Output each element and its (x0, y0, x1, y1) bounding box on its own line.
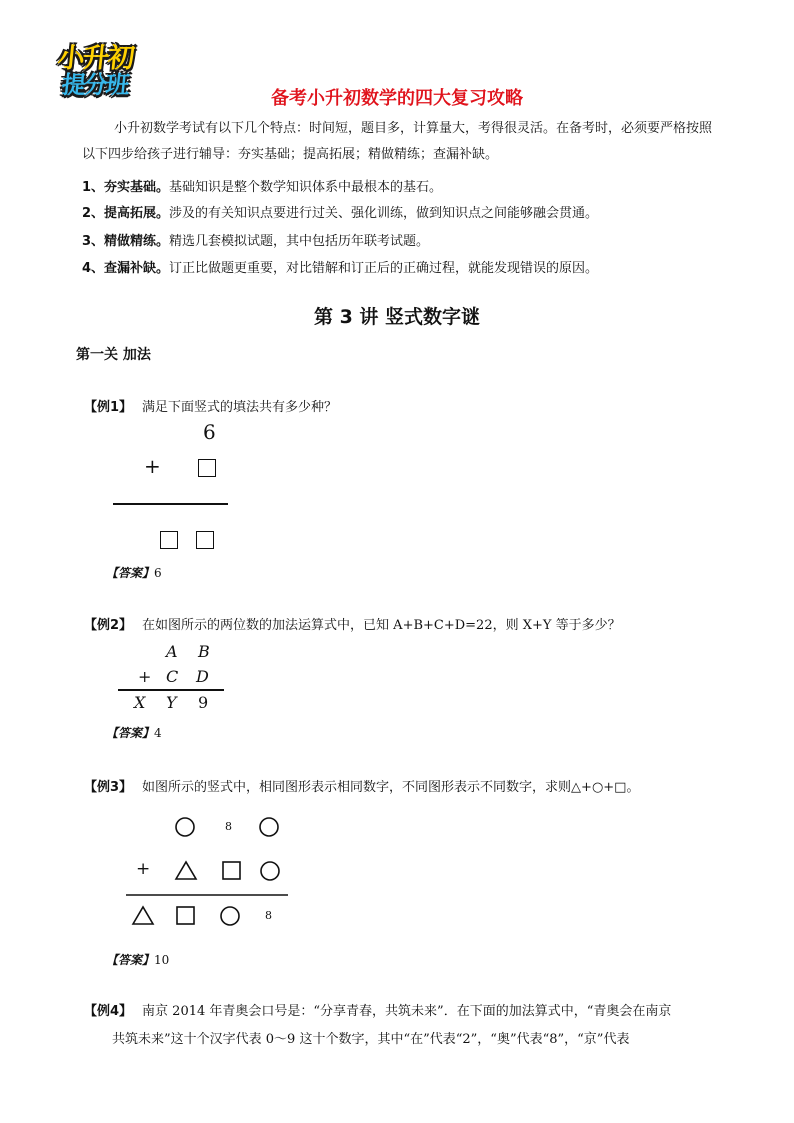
example-4-question-line-1 (84, 1000, 671, 1019)
example-1-answer (106, 564, 162, 581)
step-1-text: 基础知识是整个数学知识体系中最根本的基石。 (169, 180, 443, 195)
circle-shape (176, 818, 194, 836)
example-3-digit-8-top: 8 (225, 820, 232, 833)
example-1-question (84, 396, 337, 415)
answer-value: 10 (154, 953, 170, 967)
example-2-digit-b: B (198, 642, 210, 661)
example-2-digit-x: X (134, 693, 146, 712)
example-4-tag: 【例4】 (84, 1004, 133, 1019)
answer-value: 6 (154, 566, 162, 580)
triangle-shape (133, 907, 153, 924)
step-3-text: 精选几套模拟试题，其中包括历年联考试题。 (169, 234, 430, 249)
circle-shape (221, 907, 239, 925)
answer-tag: 【答案】 (106, 726, 155, 740)
step-3 (82, 230, 429, 249)
logo-line-2: 提分班 (60, 71, 130, 99)
example-3-question (84, 776, 639, 795)
example-2-digit-c: C (166, 667, 179, 686)
step-2-head: 2、提高拓展。 (82, 206, 170, 221)
example-3-digit-8-bottom: 8 (265, 909, 272, 922)
answer-tag: 【答案】 (106, 953, 155, 967)
step-3-head: 3、精做精练。 (82, 234, 170, 249)
example-3-tag: 【例3】 (84, 780, 133, 795)
example-2-sum-line (118, 689, 224, 691)
example-1-text: 满足下面竖式的填法共有多少种？ (142, 400, 338, 415)
example-2-digit-y: Y (166, 693, 177, 712)
example-2-digit-a: A (166, 642, 178, 661)
step-2 (82, 202, 598, 221)
lecture-title: 第 3 讲 竖式数字谜 (313, 306, 481, 328)
example-2-tag: 【例2】 (84, 618, 133, 633)
step-4 (82, 257, 598, 276)
example-3-answer (106, 951, 169, 968)
triangle-shape (176, 862, 196, 879)
example-1-blank-box (160, 531, 178, 549)
answer-value: 4 (154, 726, 162, 740)
example-2-digit-9: 9 (198, 693, 209, 712)
example-2-text: 在如图所示的两位数的加法运算式中，已知 A+B+C+D=22，则 X+Y 等于多少？ (142, 618, 621, 633)
step-4-text: 订正比做题更重要，对比错解和订正后的正确过程，就能发现错误的原因。 (169, 261, 599, 276)
example-1-plus-sign: + (144, 454, 161, 478)
intro-paragraph: 小升初数学考试有以下几个特点：时间短，题目多，计算量大，考得很灵活。在备考时，必须要严格按照以下四步给孩子进行辅导：夯实基础；提高拓展；精做精练；查漏补缺。 (82, 121, 713, 162)
step-1 (82, 176, 442, 195)
square-shape (177, 907, 194, 924)
example-2-plus-sign: + (138, 667, 152, 686)
example-3-text: 如图所示的竖式中，相同图形表示相同数字，不同图形表示不同数字，求则△+○+□。 (142, 780, 640, 795)
example-1-top-digit: 6 (203, 420, 216, 444)
example-4-text-1: 南京 2014 年青奥会口号是：“分享青春，共筑未来”．在下面的加法算式中，“青奥会在南京 (142, 1004, 672, 1019)
step-4-head: 4、查漏补缺。 (82, 261, 170, 276)
example-4-question-line-2: 共筑未来”这十个汉字代表 0～9 这十个数字，其中“在”代表“2”，“奥”代表“8”，“京”代表 (112, 1032, 630, 1047)
circle-shape (261, 862, 279, 880)
example-2-digit-d: D (196, 667, 209, 686)
step-2-text: 涉及的有关知识点要进行过关、强化训练，做到知识点之间能够融会贯通。 (169, 206, 599, 221)
example-2-answer (106, 724, 162, 741)
example-1-blank-box (196, 531, 214, 549)
step-1-head: 1、夯实基础。 (82, 180, 170, 195)
circle-shape (260, 818, 278, 836)
logo-line-1: 小升初 (56, 43, 135, 74)
page-title: 备考小升初数学的四大复习攻略 (271, 88, 523, 109)
answer-tag: 【答案】 (106, 566, 155, 580)
example-2-question (84, 614, 621, 633)
square-shape (223, 862, 240, 879)
example-1-sum-line (113, 503, 228, 505)
example-1-blank-box (198, 459, 216, 477)
example-1-tag: 【例1】 (84, 400, 133, 415)
example-3-plus-sign: + (136, 859, 151, 879)
section-title: 第一关 加法 (76, 347, 151, 363)
